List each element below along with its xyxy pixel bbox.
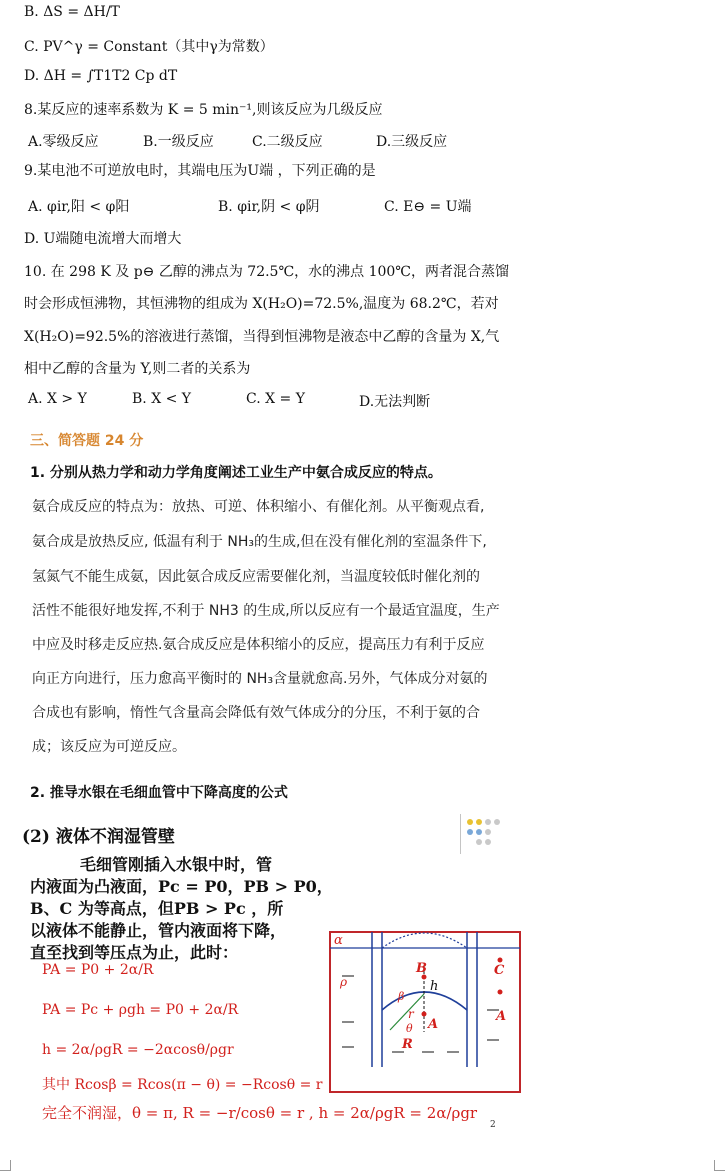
slide-text-line: 直至找到等压点为止，此时： (30, 943, 239, 962)
page-corner-mark (714, 1160, 725, 1171)
option-c-prev: C. PV^γ = Constant（其中γ为常数） (24, 39, 274, 55)
label-r: r (408, 1007, 414, 1021)
question-8: 8.某反应的速率系数为 K = 5 min⁻¹,则该反应为几级反应 (24, 102, 383, 118)
slide-heading: (2) 液体不润湿管壁 (22, 827, 175, 847)
section-3-title: 三、简答题 24 分 (30, 433, 144, 449)
equation-non-wetting: 完全不润湿，θ = π, R = −r/cosθ = r , h = 2α/ρgR = 2α/ρgr (42, 1104, 478, 1122)
q8-option-b: B.一级反应 (143, 134, 214, 150)
short-answer-q2-title: 2. 推导水银在毛细血管中下降高度的公式 (30, 785, 288, 801)
q1-answer-line: 活性不能很好地发挥,不利于 NH3 的生成,所以反应有一个最适宜温度，生产 (32, 603, 500, 619)
q10-option-c: C. X = Y (246, 391, 305, 407)
equation-pa-2: PA = Pc + ρgh = P0 + 2α/R (42, 1002, 239, 1018)
label-alpha: α (334, 933, 343, 948)
q1-answer-line: 氨合成是放热反应, 低温有利于 NH₃的生成,但在没有催化剂的室温条件下, (32, 534, 487, 550)
label-a: A (428, 1017, 439, 1032)
label-c: C (494, 963, 505, 978)
q1-answer-line: 氨合成反应的特点为：放热、可逆、体积缩小、有催化剂。从平衡观点看, (32, 499, 485, 515)
option-d-prev: D. ΔH = ∫T1T2 Cp dT (24, 68, 178, 84)
slide-text-line: B、C 为等高点，但PB > Pc ，所 (30, 899, 284, 918)
slide-text-line: 以液体不能静止，管内液面将下降， (30, 921, 287, 940)
q1-answer-line: 合成也有影响，惰性气含量高会降低有效气体成分的分压，不利于氨的合 (32, 705, 480, 721)
label-rho: ρ (340, 975, 348, 989)
slide-page-number: 2 (490, 1120, 496, 1130)
label-b: B (416, 961, 427, 976)
label-beta: β (398, 990, 405, 1003)
q8-option-a: A.零级反应 (28, 134, 99, 150)
equation-rcos: 其中 Rcosβ = Rcos(π − θ) = −Rcosθ = r (42, 1077, 323, 1093)
q1-answer-line: 向正方向进行，压力愈高平衡时的 NH₃含量就愈高.另外，气体成分对氨的 (32, 671, 488, 687)
question-10-line-2: 时会形成恒沸物，其恒沸物的组成为 X(H₂O)=72.5%,温度为 68.2℃，若对 (24, 296, 499, 312)
capillary-slide-image (22, 812, 532, 1132)
q9-option-d: D. U端随电流增大而增大 (24, 231, 182, 247)
q8-option-d: D.三级反应 (376, 134, 448, 150)
page-corner-mark (0, 1160, 11, 1171)
capillary-diagram (322, 922, 532, 1102)
label-a-right: A (496, 1009, 507, 1024)
equation-pa-1: PA = P0 + 2α/R (42, 962, 154, 978)
question-9: 9.某电池不可逆放电时，其端电压为U端 ，下列正确的是 (24, 163, 376, 179)
q9-option-b: B. φir,阴 < φ阴 (218, 199, 320, 215)
label-theta: θ (406, 1022, 413, 1035)
q1-answer-line: 中应及时移走反应热.氨合成反应是体积缩小的反应，提高压力有利于反应 (32, 637, 485, 653)
slide-text-line: 内液面为凸液面，Pc = P0，PB > P0， (30, 877, 333, 896)
q9-option-a: A. φir,阳 < φ阳 (28, 199, 130, 215)
q8-option-c: C.二级反应 (252, 134, 323, 150)
q1-answer-line: 氢氮气不能生成氨，因此氨合成反应需要催化剂，当温度较低时催化剂的 (32, 569, 480, 585)
q10-option-d: D.无法判断 (359, 394, 431, 410)
option-b-prev: B. ΔS = ΔH/T (24, 4, 120, 20)
question-10-line-4: 相中乙醇的含量为 Y,则二者的关系为 (24, 361, 251, 377)
decorative-dots (460, 814, 510, 854)
slide-text-line: 毛细管刚插入水银中时，管 (80, 855, 273, 874)
q10-option-a: A. X > Y (28, 391, 87, 407)
label-big-r: R (402, 1037, 413, 1052)
q10-option-b: B. X < Y (132, 391, 192, 407)
q9-option-c: C. E⊖ = U端 (384, 199, 472, 215)
q1-answer-line: 成；该反应为可逆反应。 (32, 739, 186, 755)
question-10-line-3: X(H₂O)=92.5%的溶液进行蒸馏，当得到恒沸物是液态中乙醇的含量为 X,气 (24, 329, 500, 345)
question-10-line-1: 10. 在 298 K 及 p⊖ 乙醇的沸点为 72.5℃，水的沸点 100℃，两者混合蒸馏 (24, 264, 509, 280)
short-answer-q1-title: 1. 分别从热力学和动力学角度阐述工业生产中氨合成反应的特点。 (30, 465, 442, 481)
equation-h: h = 2α/ρgR = −2αcosθ/ρgr (42, 1042, 234, 1058)
label-h: h (430, 979, 439, 994)
